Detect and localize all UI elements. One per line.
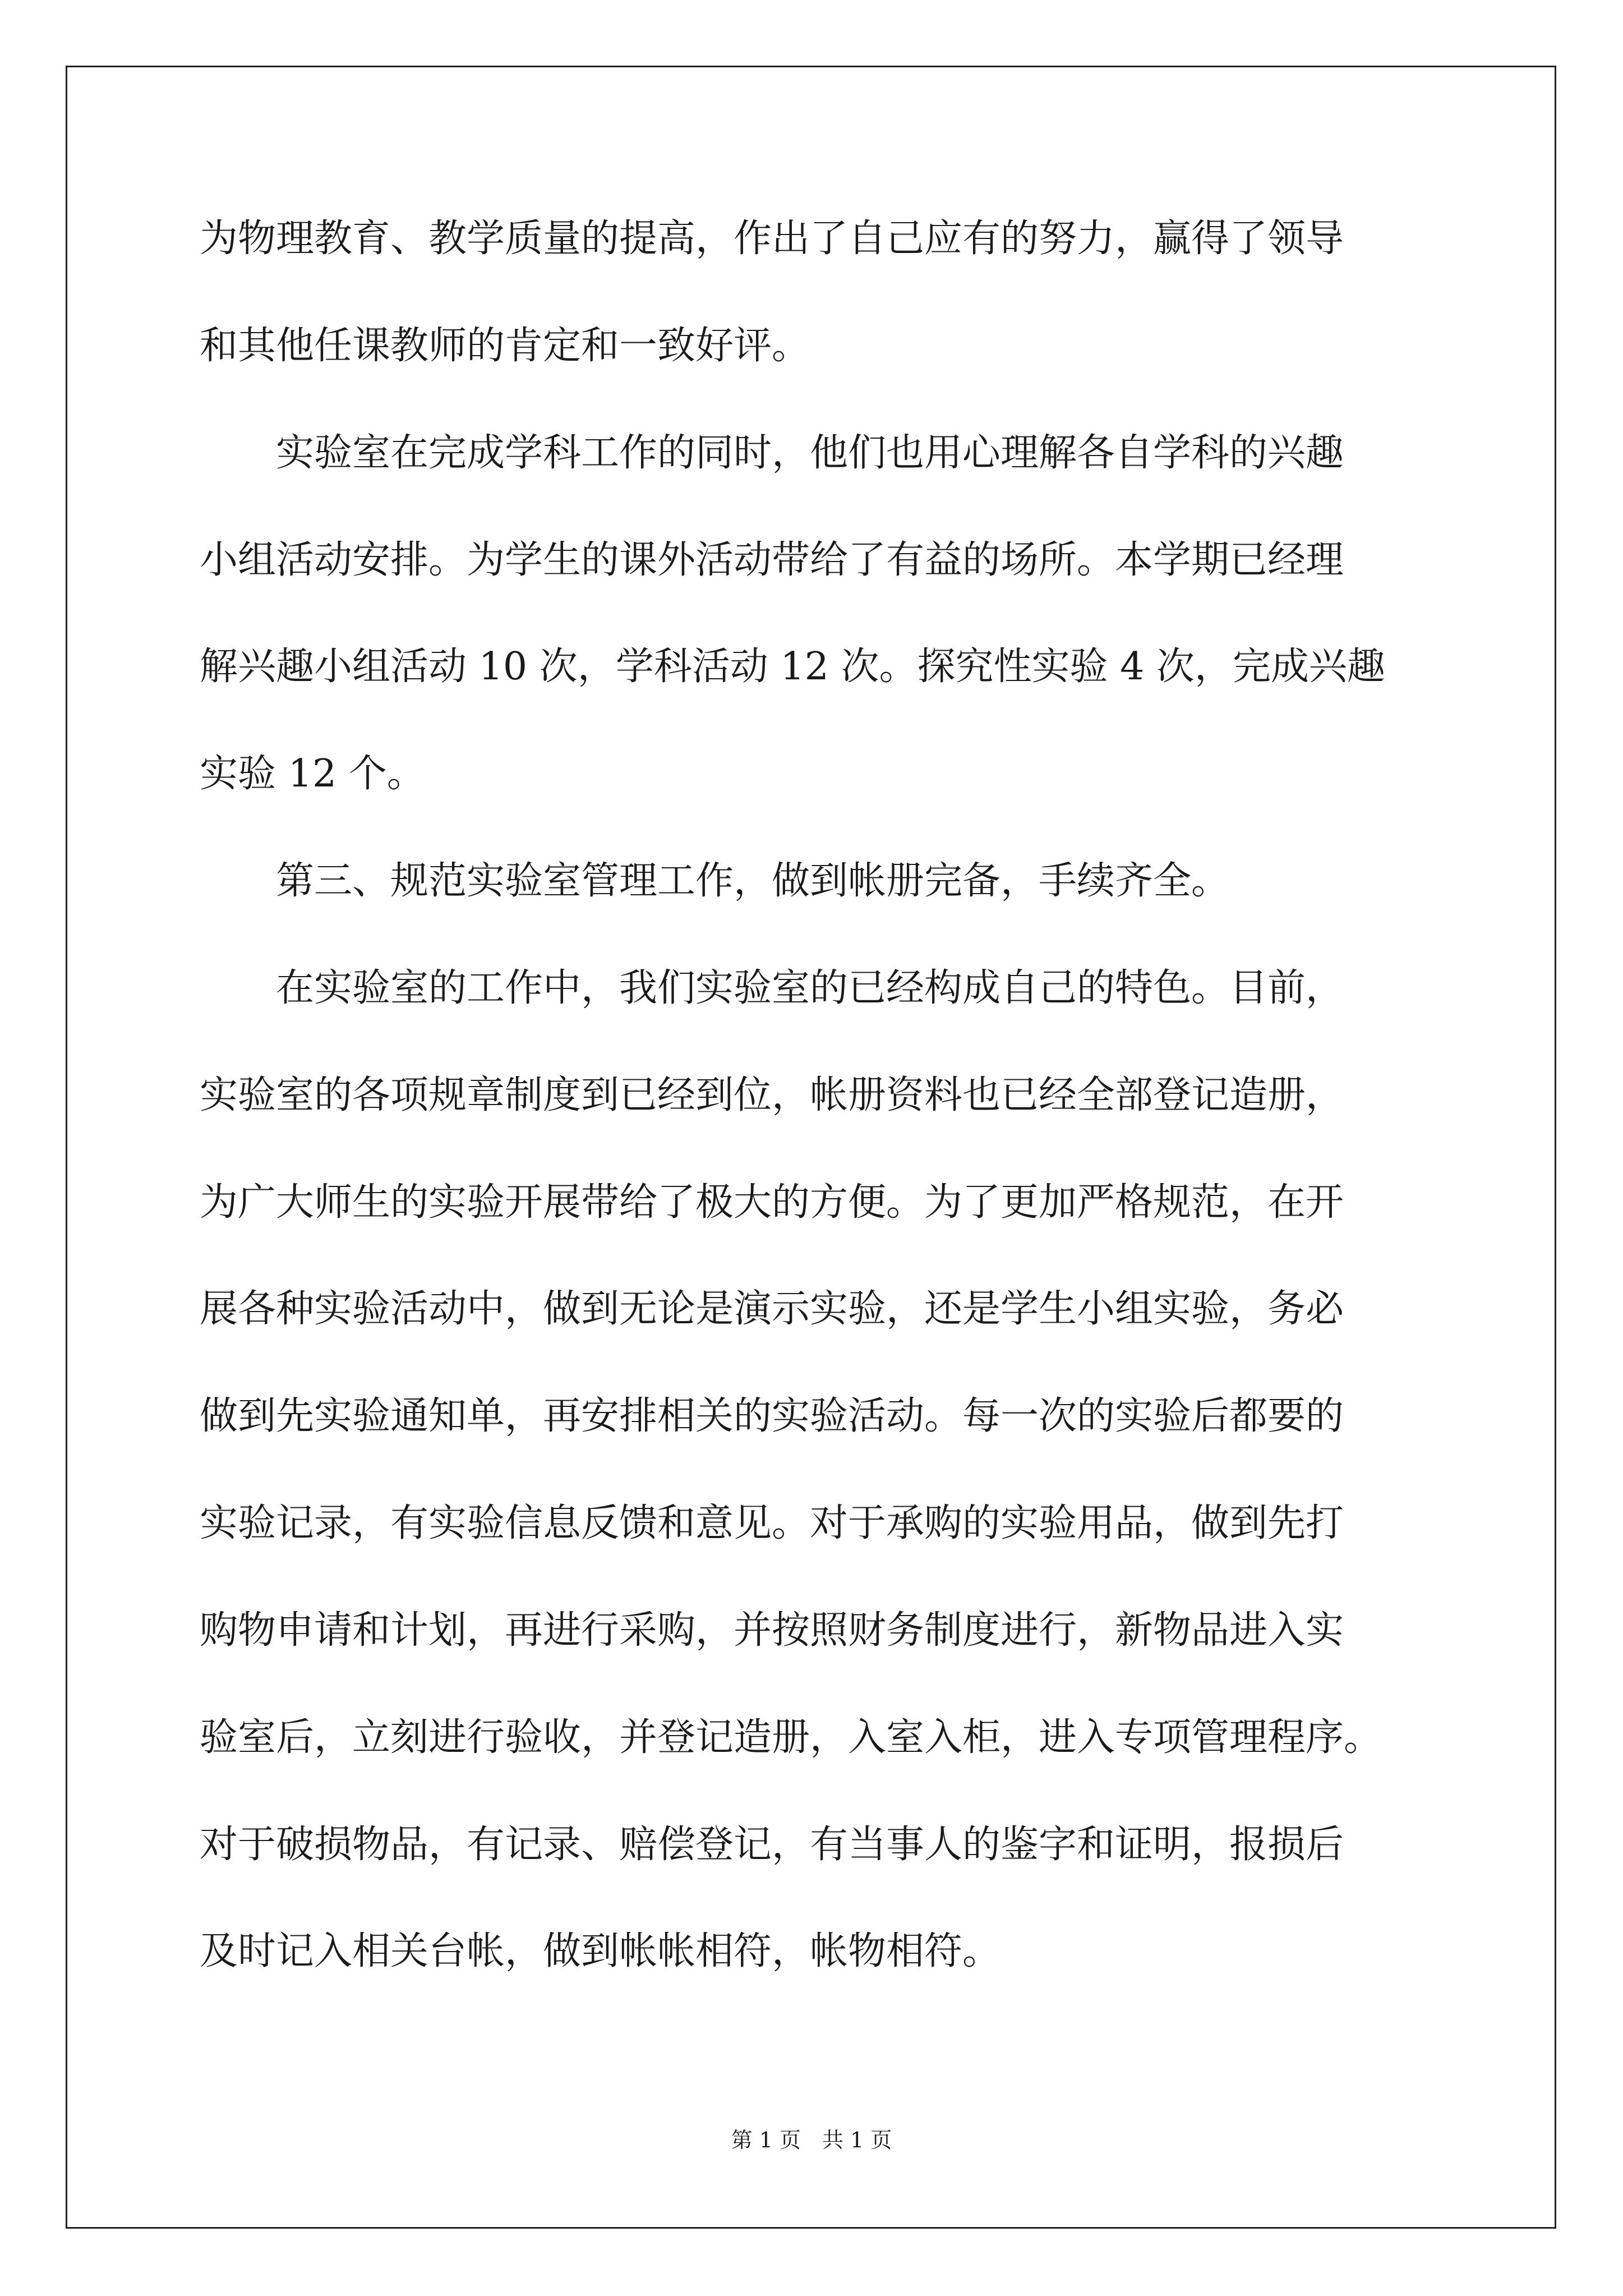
text-line: 展各种实验活动中，做到无论是演示实验，还是学生小组实验，务必: [200, 1287, 1344, 1331]
text-line: 购物申请和计划，再进行采购，并按照财务制度进行，新物品进入实: [200, 1608, 1344, 1653]
text-line: 做到先实验通知单，再安排相关的实验活动。每一次的实验后都要的: [200, 1394, 1344, 1438]
page-border: [66, 66, 1556, 2229]
text-line: 为广大师生的实验开展带给了极大的方便。为了更加严格规范，在开: [200, 1180, 1344, 1225]
text-line: 验室后，立刻进行验收，并登记造册，入室入柜，进入专项管理程序。: [200, 1715, 1382, 1760]
text-line: 实验记录，有实验信息反馈和意见。对于承购的实验用品，做到先打: [200, 1501, 1344, 1545]
text-line: 第三、规范实验室管理工作，做到帐册完备，手续齐全。: [200, 859, 1230, 903]
text-line: 解兴趣小组活动 10 次，学科活动 12 次。探究性实验 4 次，完成兴趣: [200, 645, 1386, 689]
text-line: 小组活动安排。为学生的课外活动带给了有益的场所。本学期已经理: [200, 538, 1344, 582]
text-line: 为物理教育、教学质量的提高，作出了自己应有的努力，赢得了领导: [200, 217, 1344, 261]
text-line: 实验 12 个。: [200, 752, 425, 796]
text-line: 对于破损物品，有记录、赔偿登记，有当事人的鉴字和证明，报损后: [200, 1823, 1344, 1867]
text-line: 实验室的各项规章制度到已经到位，帐册资料也已经全部登记造册，: [200, 1073, 1344, 1117]
text-line: 在实验室的工作中，我们实验室的已经构成自己的特色。目前，: [200, 966, 1344, 1010]
text-line: 实验室在完成学科工作的同时，他们也用心理解各自学科的兴趣: [200, 431, 1344, 475]
page-footer: 第 1 页 共 1 页: [731, 2128, 892, 2152]
text-line: 和其他任课教师的肯定和一致好评。: [200, 324, 810, 368]
text-line: 及时记入相关台帐，做到帐帐相符，帐物相符。: [200, 1929, 1001, 1973]
